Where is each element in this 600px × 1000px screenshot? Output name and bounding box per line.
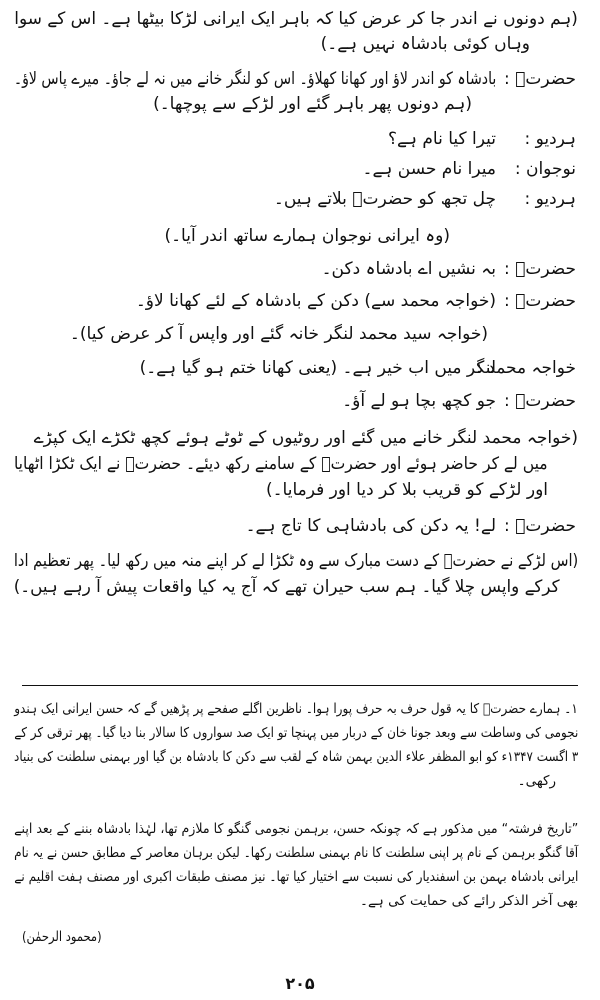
- dialogue-line: چل تجھ کو حضرتؒ بلاتے ہیں۔: [273, 189, 496, 209]
- dialogue-line: لے! یہ دکن کی بادشاہی کا تاج ہے۔: [245, 516, 496, 536]
- stage-direction: وہاں کوئی بادشاہ نہیں ہے۔): [320, 34, 530, 54]
- speaker-label: ہردیو :: [524, 129, 576, 149]
- dialogue-line: میرا نام حسن ہے۔: [362, 159, 496, 179]
- footnote-line: نجومی کی وساطت سے وبعد جونا خان کے دربار میں پہنچا تو ایک صد سواروں کا سالار بنا دیا گیا۔ پھر ترقی کر کے: [14, 725, 578, 741]
- stage-direction: کرکے واپس چلا گیا۔ ہم سب حیران تھے کہ آج یہ کیا واقعات پیش آ رہے ہیں۔): [14, 577, 560, 597]
- dialogue-line: بادشاہ کو اندر لاؤ اور کھانا کھلاؤ۔ اس کو لنگر خانے میں نہ لے جاؤ۔ میرے پاس لاؤ۔: [13, 69, 496, 89]
- speaker-label: خواجہ محمد :: [476, 358, 576, 378]
- stage-direction: (ہم دونوں پھر باہر گئے اور لڑکے سے پوچھا۔): [153, 94, 472, 114]
- dialogue-line: بہ نشیں اے بادشاہ دکن۔: [321, 259, 496, 279]
- speaker-label: حضرتؒ :: [504, 391, 576, 411]
- stage-direction: میں لے کر حاضر ہوئے اور حضرتؒ کے سامنے رکھ دیئے۔ حضرتؒ نے ایک ٹکڑا اٹھایا: [14, 454, 548, 474]
- footnote-line: بھی آخر الذکر رائے کی حمایت کی ہے۔: [360, 893, 578, 909]
- stage-direction: (خواجہ سید محمد لنگر خانہ گئے اور واپس آ کر عرض کیا)۔: [69, 324, 488, 344]
- footnote-line: ۳ اگست ۱۳۴۷ء کو ابو المظفر علاء الدین بہمن شاہ کے لقب سے دکن کا بادشاہ بن گیا اور بہمنی سلطنت کی بنیاد: [13, 749, 578, 765]
- stage-direction: اور لڑکے کو قریب بلا کر دیا اور فرمایا۔): [265, 480, 548, 500]
- stage-direction: (اس لڑکے نے حضرتؒ کے دست مبارک سے وہ ٹکڑا لے کر اپنے منہ میں رکھ لیا۔ پھر تعظیم ادا: [13, 551, 578, 571]
- dialogue-line: تیرا کیا نام ہے؟: [388, 129, 496, 149]
- stage-direction: (خواجہ محمد لنگر خانے میں گئے اور روٹیوں کے ٹوٹے ہوئے کچھ ٹکڑے ایک کپڑے: [33, 428, 578, 448]
- speaker-label: ہردیو :: [524, 189, 576, 209]
- footnote-line: ۱۔ ہمارے حضرتؒ کا یہ قول حرف بہ حرف پورا ہوا۔ ناظرین اگلے صفحے پر پڑھیں گے کہ حسن ایرانی ایک ہندو: [14, 701, 578, 717]
- footnote-line: آقا گنگو برہمن کے نام پر اپنی سلطنت کا نام بہمنی سلطنت رکھا۔ لیکن برہان معاصر کے مطابق حسن نے یہ نام: [14, 845, 578, 861]
- speaker-label: حضرتؒ :: [504, 516, 576, 536]
- stage-direction: (وہ ایرانی نوجوان ہمارے ساتھ اندر آیا۔): [164, 226, 450, 246]
- speaker-label: حضرتؒ :: [504, 69, 576, 89]
- footnote-line: رکھی۔: [517, 773, 556, 789]
- speaker-label: حضرتؒ :: [504, 259, 576, 279]
- dialogue-line: جو کچھ بچا ہو لے آؤ۔: [342, 391, 496, 411]
- dialogue-line: لنگر میں اب خیر ہے۔ (یعنی کھانا ختم ہو گیا ہے۔): [139, 358, 496, 378]
- speaker-label: نوجوان :: [514, 159, 576, 179]
- footnote-line: ایرانی بادشاہ بہمن بن اسفندیار کی نسبت سے اختیار کیا تھا۔ نیز مصنف طبقات اکبری اور مصنف ہفت اقلیم نے: [13, 869, 578, 885]
- page-number: ۲۰۵: [285, 974, 315, 993]
- footnote-divider: [22, 685, 578, 686]
- footnote-line: ”تاریخ فرشتہ“ میں مذکور ہے کہ چونکہ حسن، برہمن نجومی گنگو کا ملازم تھا، لہٰذا بادشاہ بننے کے بعد اپنے: [13, 821, 578, 837]
- dialogue-line: (خواجہ محمد سے) دکن کے بادشاہ کے لئے کھانا لاؤ۔: [135, 291, 496, 311]
- stage-direction: (ہم دونوں نے اندر جا کر عرض کیا کہ باہر ایک ایرانی لڑکا بیٹھا ہے۔ اس کے سوا: [14, 9, 578, 29]
- speaker-label: حضرتؒ :: [504, 291, 576, 311]
- footnote-signature: (محمود الرحمٰن): [22, 929, 102, 945]
